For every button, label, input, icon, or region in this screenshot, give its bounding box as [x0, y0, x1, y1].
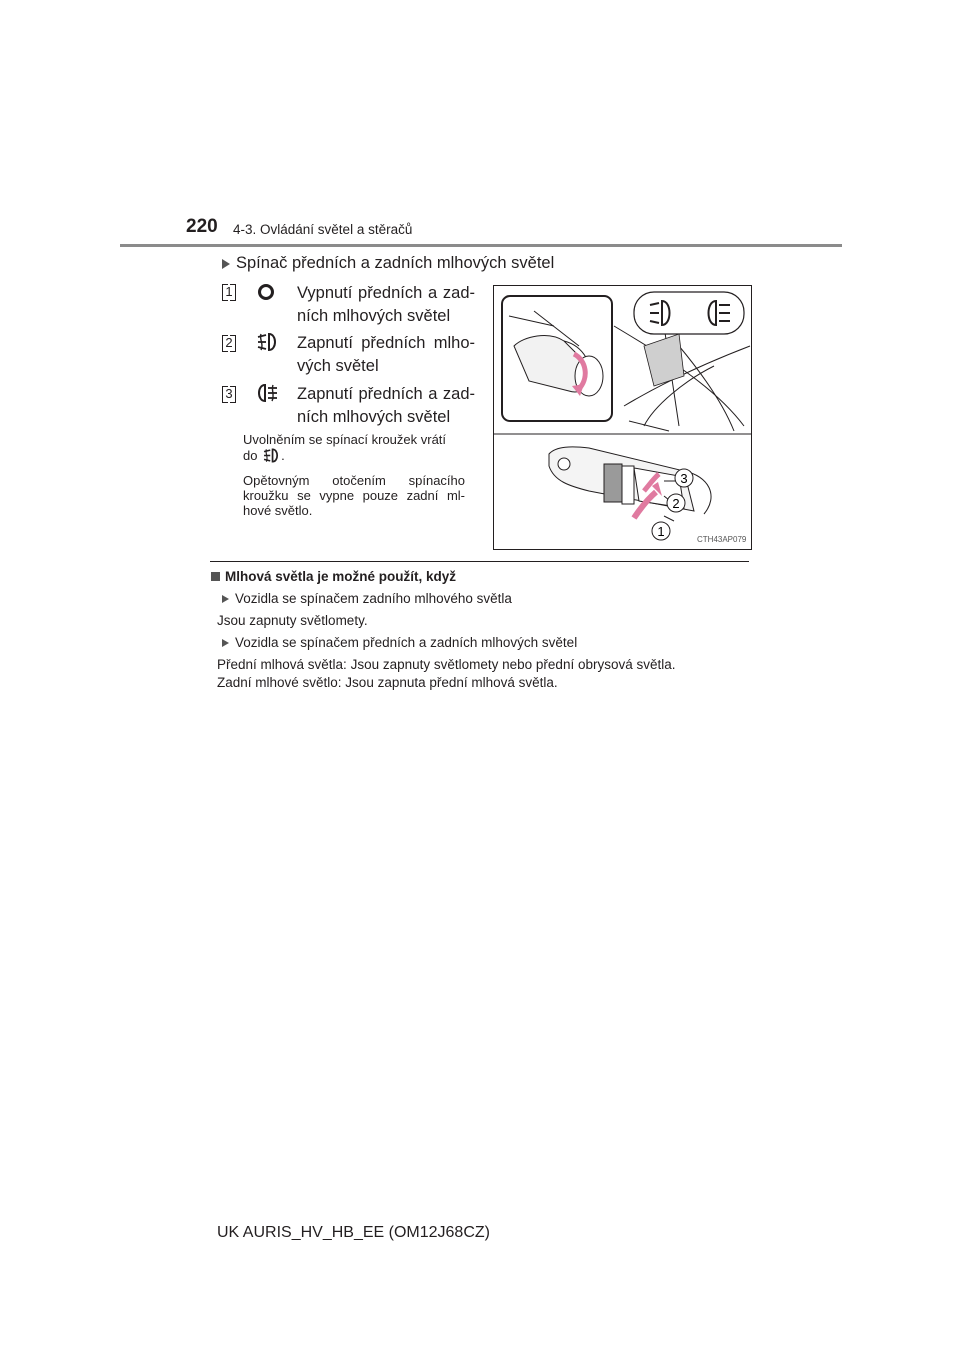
callout-1: 1 — [657, 524, 665, 539]
item-description — [297, 282, 475, 328]
callout-2: 2 — [672, 496, 680, 511]
condition-text: Jsou zapnuty světlomety. — [217, 613, 368, 628]
condition-subheading — [222, 591, 512, 606]
item-description — [297, 332, 475, 378]
illustration-code: CTH43AP079 — [697, 535, 747, 544]
release-note-text: . — [281, 448, 285, 463]
condition-subheading-text: Vozidla se spínačem zadního mlhového světla — [235, 591, 512, 606]
off-ring-icon — [255, 283, 277, 301]
front-fog-icon — [261, 447, 281, 464]
release-note-text: do — [243, 448, 258, 463]
page-number: 220 — [186, 216, 218, 237]
fog-light-switch-drawing — [494, 286, 751, 549]
section-title: 4-3. Ovládání světel a stěračů — [233, 222, 413, 237]
triangle-bullet-icon — [222, 259, 230, 269]
footer-code: UK AURIS_HV_HB_EE (OM12J68CZ) — [217, 1224, 490, 1241]
turn-again-note: Opětovným otočením spínacího kroužku se vypne pouze zadní ml-hové světlo. — [243, 473, 465, 518]
subheading-text: Spínač předních a zadních mlhových světel — [236, 254, 555, 272]
condition-text: Zadní mlhové světlo: Jsou zapnuta přední mlhová světla. — [217, 675, 558, 690]
condition-text: Přední mlhová světla: Jsou zapnuty světlomety nebo přední obrysová světla. — [217, 657, 676, 672]
section-divider — [210, 561, 749, 562]
item-number: 1 — [223, 284, 235, 299]
item-line: vých světel — [297, 357, 379, 375]
header-divider — [120, 244, 842, 247]
front-fog-icon — [255, 331, 279, 353]
condition-subheading-text: Vozidla se spínačem předních a zadních mlhových světel — [235, 635, 578, 650]
section-heading-text: Mlhová světla je možné použít, když — [225, 569, 457, 584]
item-line: Vypnutí předních a zad- — [297, 284, 475, 302]
item-line: Zapnutí předních a zad- — [297, 385, 475, 403]
switch-illustration — [493, 285, 752, 550]
item-line: Zapnutí předních mlho- — [297, 334, 475, 352]
item-line: ních mlhových světel — [297, 307, 451, 325]
subheading — [222, 254, 554, 273]
section-heading — [211, 569, 456, 584]
item-number: 2 — [223, 335, 235, 350]
item-number: 3 — [223, 386, 235, 401]
item-line: ních mlhových světel — [297, 408, 451, 426]
triangle-bullet-icon — [222, 639, 229, 647]
release-note — [243, 432, 465, 464]
square-bullet-icon — [211, 572, 220, 581]
item-description — [297, 383, 475, 429]
callout-3: 3 — [680, 471, 688, 486]
rear-fog-icon — [255, 382, 279, 404]
release-note-text: Uvolněním se spínací kroužek vrátí — [243, 432, 447, 447]
triangle-bullet-icon — [222, 595, 229, 603]
condition-subheading — [222, 635, 577, 650]
